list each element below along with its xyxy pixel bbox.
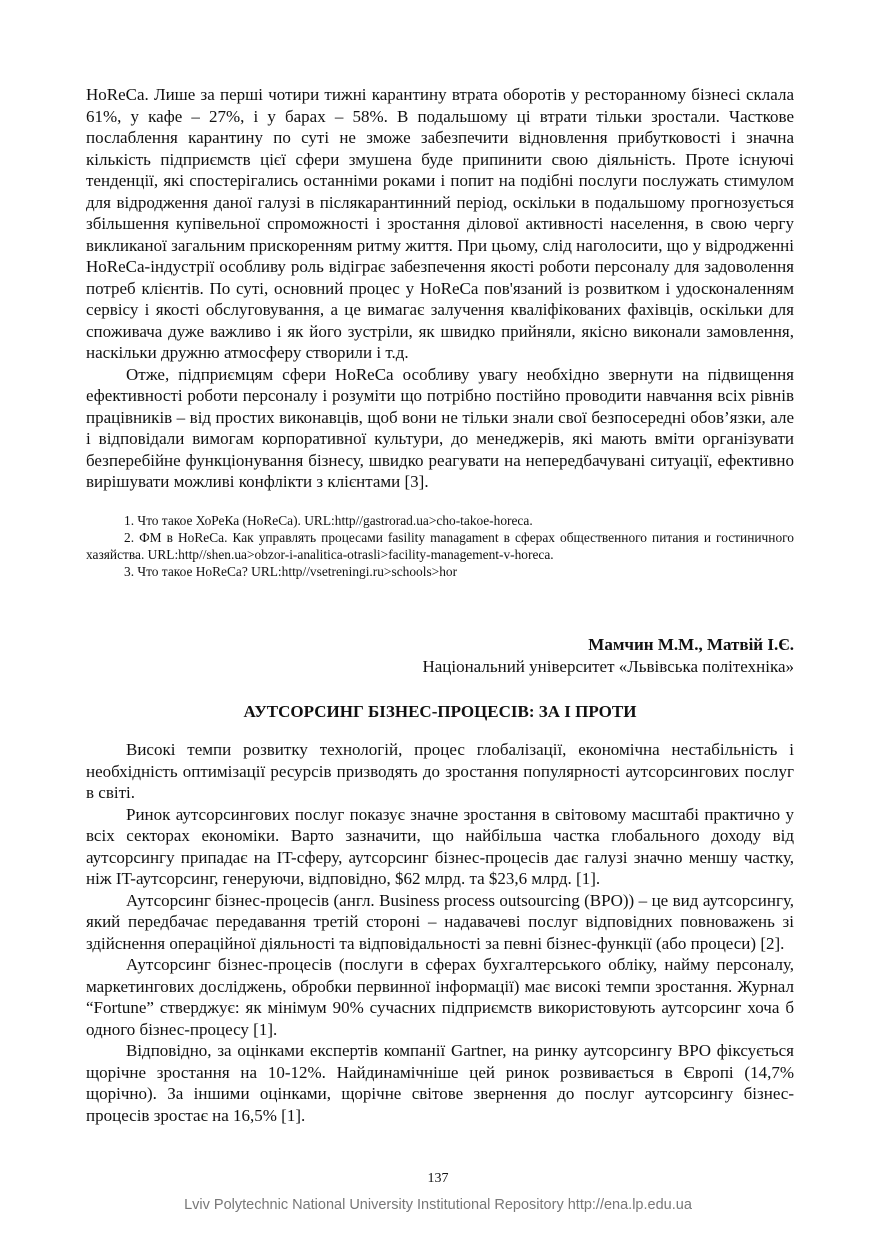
page-number: 137 [427,1171,449,1186]
reference-item: 1. Что такое ХоРеКа (HoReCa). URL:http//gastrorad.ua>cho-takoe-horeca. [124,513,533,528]
paragraph-continued: HoReCa. Лише за перші чотири тижні карантину втрата оборотів у ресторанному бізнесі склала 61%, у кафе – 27%, і у барах – 58%. В подальшому ці втрати тільки зростали. Часткове послаблення карантину по суті не зможе забезпечити відновлення прибутковості і значна кількість підприємств цієї сфери змушена буде припинити свою діяльність. Проте існуючі тенденції, які спостерігались останніми роками і попит на подібні послуги послужать стимулом для відродження даної галузі в післякарантинний період, оскільки в подальшому прогнозується збільшення купівельної спроможності і зростання ділової активності населення, в свою чергу викликаної загальним прискоренням ритму життя. При цьому, слід наголосити, що у відродженні HoReCa-індустрії особливу роль відіграє забезпечення якості роботи персоналу для задоволення потреб клієнтів. По суті, основний процес у HoReCa пов'язаний із розвитком і удосконаленням сервісу і якості обслуговування, а це вимагає залучення кваліфікованих фахівців, оскільки для споживача дуже важливо і як його зустріли, як швидко прийняли, якісно виконали замовлення, наскільки дружню атмосферу створили і т.д. [86,85,794,362]
article-title: АУТСОРСИНГ БІЗНЕС-ПРОЦЕСІВ: ЗА І ПРОТИ [243,702,637,721]
top-body-text [86,84,794,493]
paragraph: Отже, підприємцям сфери HoReCa особливу увагу необхідно звернути на підвищення ефективності роботи персоналу і розуміти що потрібно постійно проводити навчання всіх рівнів працівників – від простих виконавців, щоб вони не тільки знали свої безпосередні обов’язки, але і відповідали вимогам корпоративної культури, до менеджерів, які мають вміти організувати безперебійне функціонування бізнесу, швидко реагувати на непередбачувані ситуації, ефективно вирішувати можливі конфлікти з клієнтами [3]. [86,364,794,491]
paragraph: Високі темпи розвитку технологій, процес глобалізації, економічна нестабільність і необхідність оптимізації ресурсів призводять до зростання популярності аутсорсингових послуг в світі. [86,740,794,802]
reference-item: 2. ФМ в HoReCa. Как управлять процесами fasility managament в сферах общественного питания и гостиничного хазяйства. URL:http//shen.ua>obzor-i-analitica-otrasli>facility-management-v-horeca. [86,530,794,562]
article-authors: Мамчин М.М., Матвій І.Є. [588,635,794,654]
article-affiliation: Національний університет «Львівська політехніка» [422,657,794,676]
reference-item: 3. Что такое HoReCa? URL:http//vsetreningi.ru>schools>hor [124,564,458,579]
article-byline [86,634,794,678]
article-body [86,739,794,1126]
paragraph: Аутсорсинг бізнес-процесів (послуги в сферах бухгалтерського обліку, найму персоналу, маркетингових досліджень, обробки первинної інформації) має високі темпи зростання. Журнал “Fortune” стверджує: як мінімум 90% сучасних підприємств використовують аутсорсинг хоча б одного бізнес-процесу [1]. [86,955,794,1039]
paragraph: Відповідно, за оцінками експертів компанії Gartner, на ринку аутсорсингу BPO фіксується щорічне зростання на 10-12%. Найдинамічніше цей ринок розвивається в Європі (14,7% щорічно). За іншими оцінками, щорічне світове звернення до послуг аутсорсингу бізнес-процесів зростає на 16,5% [1]. [86,1041,794,1125]
paragraph: Аутсорсинг бізнес-процесів (англ. Business process outsourcing (BPO)) – це вид аутсорсингу, який передбачає передавання третій стороні – надавачеві послуг відповідних повноважень зі здійснення операційної діяльності та відповідальності за певні бізнес-функції (або процеси) [2]. [86,890,794,953]
references-list [86,512,794,580]
paragraph: Ринок аутсорсингових послуг показує значне зростання в світовому масштабі практично у всіх секторах економіки. Варто зазначити, що найбільша частка глобального доходу від аутсорсингу припадає на IT-сферу, аутсорсинг бізнес-процесів дає галузі значно меншу частку, ніж IT-аутсорсинг, генеруючи, відповідно, $62 млрд. та $23,6 млрд. [1]. [86,804,794,888]
repository-footer: Lviv Polytechnic National University Institutional Repository http://ena.lp.edu.ua [184,1197,692,1213]
